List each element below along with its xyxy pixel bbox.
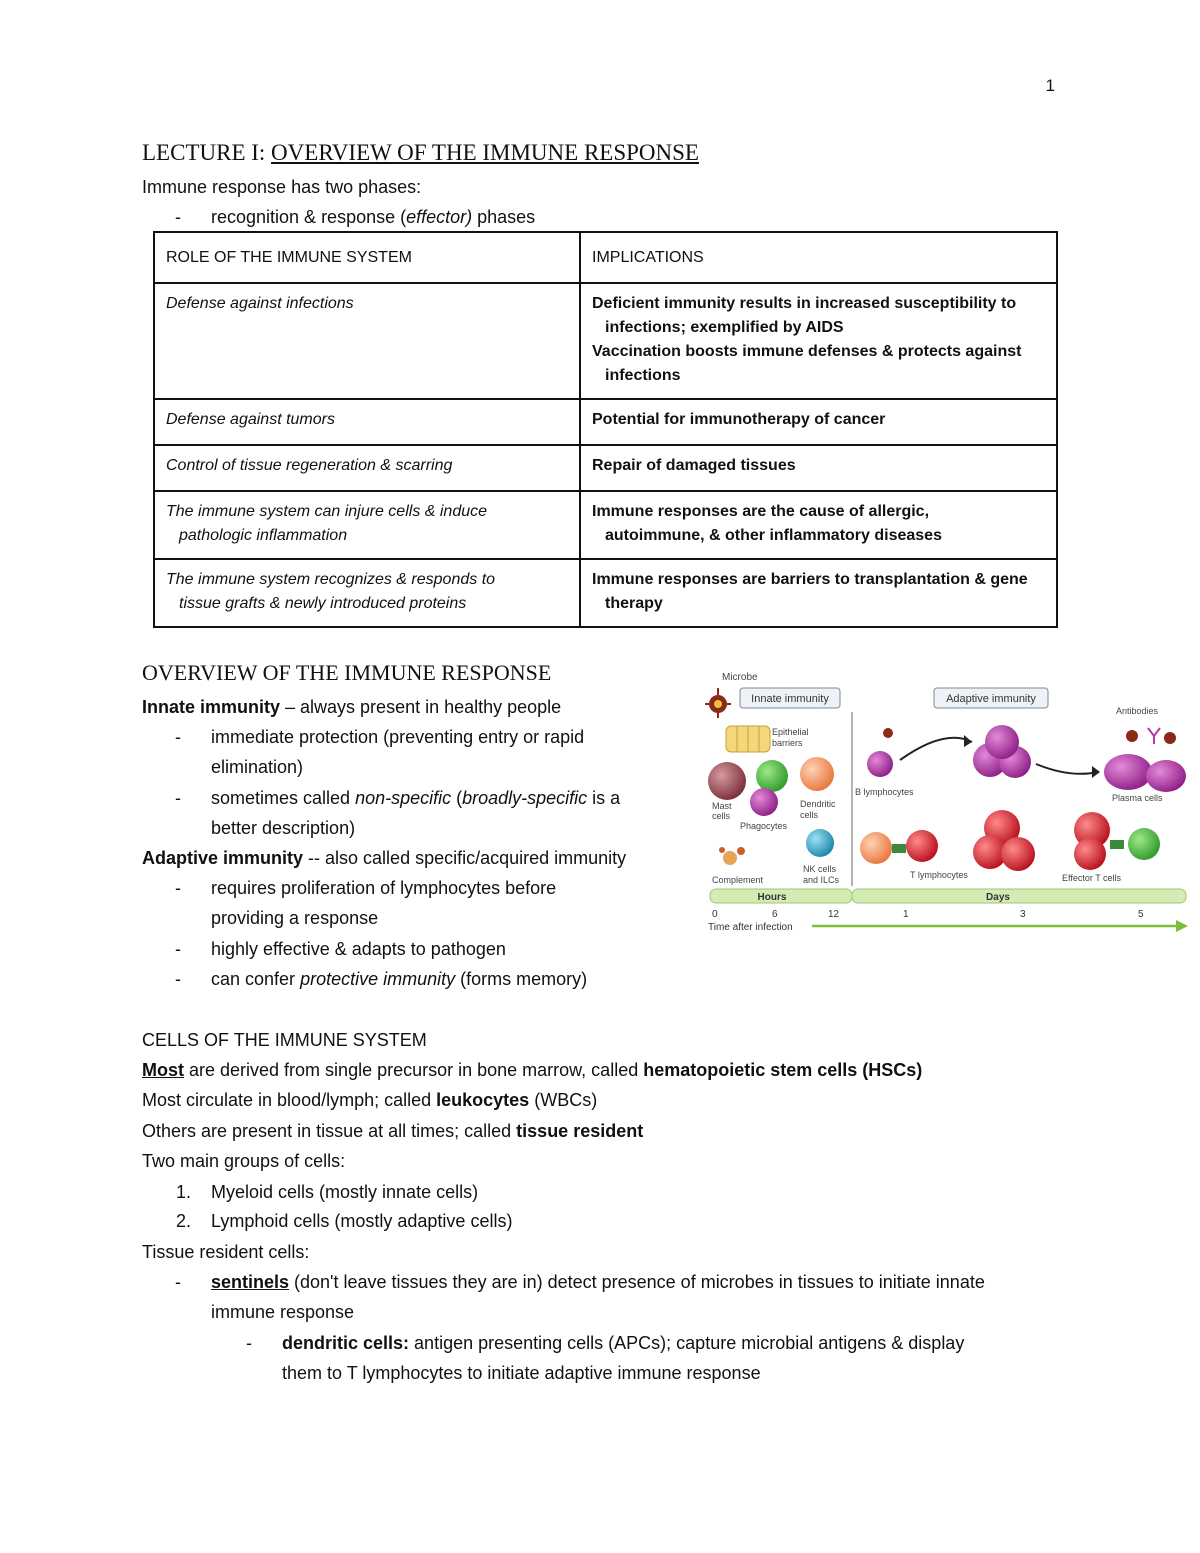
tick-label: 6 — [772, 909, 778, 920]
implications-cell: Deficient immunity results in increased susceptibility to infections; exemplified by AIDS Vaccination boosts immune defenses & protects against infections — [580, 283, 1057, 399]
arrow-icon — [900, 738, 972, 760]
time-label: Time after infection — [708, 922, 793, 933]
numbered-item: 1. Myeloid cells (mostly innate cells) — [176, 1182, 479, 1202]
adaptive-bullet: - requires proliferation of lymphocytes before providing a response — [175, 878, 557, 928]
nk-label-2: and ILCs — [803, 875, 840, 885]
t-lymphocytes-label: T lymphocytes — [910, 870, 968, 880]
innate-line: Innate immunity – always present in healthy people — [142, 697, 562, 717]
lecture-title-text: OVERVIEW OF THE IMMUNE RESPONSE — [271, 140, 699, 165]
nk-label: NK cells — [803, 864, 837, 874]
table-row — [154, 399, 1057, 445]
microbe-icon-small — [883, 728, 893, 738]
tick-label: 1 — [903, 909, 909, 920]
epithelial-label: Epithelial — [772, 727, 809, 737]
innate-bullet: - immediate protection (preventing entry or rapid elimination) — [175, 727, 585, 777]
arrow-head-icon-2 — [1092, 766, 1100, 778]
lecture-prefix: LECTURE I: — [142, 140, 272, 165]
dendritic-label: Dendritic — [800, 799, 836, 809]
mast-label-2: cells — [712, 811, 731, 821]
phagocyte-icon-2 — [750, 788, 778, 816]
adaptive-bullet: - can confer protective immunity (forms memory) — [175, 969, 588, 989]
overview-heading: OVERVIEW OF THE IMMUNE RESPONSE — [142, 660, 552, 685]
implications-cell: Potential for immunotherapy of cancer — [580, 399, 1057, 445]
epithelial-label-2: barriers — [772, 738, 803, 748]
adaptive-line: Adaptive immunity -- also called specific/acquired immunity — [142, 848, 627, 868]
adaptive-bullet: - highly effective & adapts to pathogen — [175, 939, 506, 959]
days-bar — [852, 889, 1186, 903]
mast-cell-icon — [708, 762, 746, 800]
role-cell: The immune system recognizes & responds to tissue grafts & newly introduced proteins — [154, 559, 580, 627]
time-arrow-head-icon — [1176, 920, 1188, 932]
plasma-cell-icon-2 — [1146, 760, 1186, 792]
lecture-title — [142, 140, 699, 166]
role-cell: The immune system can injure cells & induce pathologic inflammation — [154, 491, 580, 559]
arrow-head-icon — [964, 735, 972, 747]
effector-label: Effector T cells — [1062, 873, 1122, 883]
microbe-label: Microbe — [722, 672, 758, 683]
antibodies-label: Antibodies — [1116, 706, 1159, 716]
innate-bullet: - sometimes called non-specific (broadly-specific is a better description) — [175, 788, 621, 838]
cells-heading: CELLS OF THE IMMUNE SYSTEM — [142, 1030, 427, 1050]
intro-bullet: - recognition & response (effector) phases — [175, 207, 536, 227]
epithelial-barrier-icon — [726, 726, 770, 752]
microbe-icon — [705, 688, 731, 718]
dendritic-cell-apc-icon — [860, 832, 892, 864]
table-header-row — [154, 232, 1057, 283]
roles-table — [153, 231, 1058, 628]
cells-line: Two main groups of cells: — [142, 1151, 346, 1171]
b-cell-proliferation-icon-3 — [985, 725, 1019, 759]
sentinel-bullet: - sentinels (don't leave tissues they are in) detect presence of microbes in tissues to initiate innate immune response — [175, 1272, 985, 1322]
dendritic-cell-icon — [800, 757, 834, 791]
dendritic-label-2: cells — [800, 810, 819, 820]
header-implications: IMPLICATIONS — [580, 232, 1057, 283]
effector-t-cell-icon-2 — [1074, 838, 1106, 870]
innate-label: Innate immunity — [751, 693, 829, 705]
implications-cell: Immune responses are the cause of allergic, autoimmune, & other inflammatory diseases — [580, 491, 1057, 559]
intro-line: Immune response has two phases: — [142, 177, 422, 197]
role-cell: Control of tissue regeneration & scarring — [154, 445, 580, 491]
tick-label: 0 — [712, 909, 718, 920]
b-lymphocyte-icon — [867, 751, 893, 777]
mast-label: Mast — [712, 801, 732, 811]
implications-cell: Immune responses are barriers to transplantation & gene therapy — [580, 559, 1057, 627]
tcr-contact-icon — [892, 844, 906, 853]
target-cell-icon — [1128, 828, 1160, 860]
contact-icon — [1110, 840, 1124, 849]
cells-line: Most circulate in blood/lymph; called leukocytes (WBCs) — [142, 1090, 598, 1110]
table-row — [154, 559, 1057, 627]
cells-line: Others are present in tissue at all times; called tissue resident — [142, 1121, 644, 1141]
complement-icon — [719, 847, 745, 865]
header-role: ROLE OF THE IMMUNE SYSTEM — [154, 232, 580, 283]
tick-label: 5 — [1138, 909, 1144, 920]
numbered-item: 2. Lymphoid cells (mostly adaptive cells) — [176, 1211, 513, 1231]
t-lymphocyte-icon — [906, 830, 938, 862]
immune-response-figure — [700, 668, 1192, 940]
tick-label: 3 — [1020, 909, 1026, 920]
table-row — [154, 445, 1057, 491]
implications-cell: Repair of damaged tissues — [580, 445, 1057, 491]
tick-label: 12 — [828, 909, 840, 920]
hours-label: Hours — [757, 892, 787, 903]
role-cell: Defense against tumors — [154, 399, 580, 445]
antibody-icon — [1126, 728, 1176, 744]
dendritic-bullet: - dendritic cells: antigen presenting cells (APCs); capture microbial antigens & display them to T lymphocytes to initiate adaptive immune response — [246, 1333, 965, 1383]
b-lymphocytes-label: B lymphocytes — [855, 787, 914, 797]
t-cell-proliferation-icon-3 — [1001, 837, 1035, 871]
complement-label: Complement — [712, 875, 764, 885]
page-number: 1 — [1045, 76, 1055, 95]
nk-cell-icon — [806, 829, 834, 857]
plasma-cell-icon — [1104, 754, 1152, 790]
adaptive-label: Adaptive immunity — [946, 693, 1036, 705]
phagocyte-icon — [756, 760, 788, 792]
days-label: Days — [986, 892, 1010, 903]
table-row — [154, 491, 1057, 559]
phagocytes-label: Phagocytes — [740, 821, 788, 831]
arrow-icon-2 — [1036, 764, 1098, 774]
plasma-label: Plasma cells — [1112, 793, 1163, 803]
cells-line: Most are derived from single precursor in bone marrow, called hematopoietic stem cells (HSCs) — [142, 1060, 923, 1080]
role-cell: Defense against infections — [154, 283, 580, 399]
table-row — [154, 283, 1057, 399]
cells-line: Tissue resident cells: — [142, 1242, 310, 1262]
